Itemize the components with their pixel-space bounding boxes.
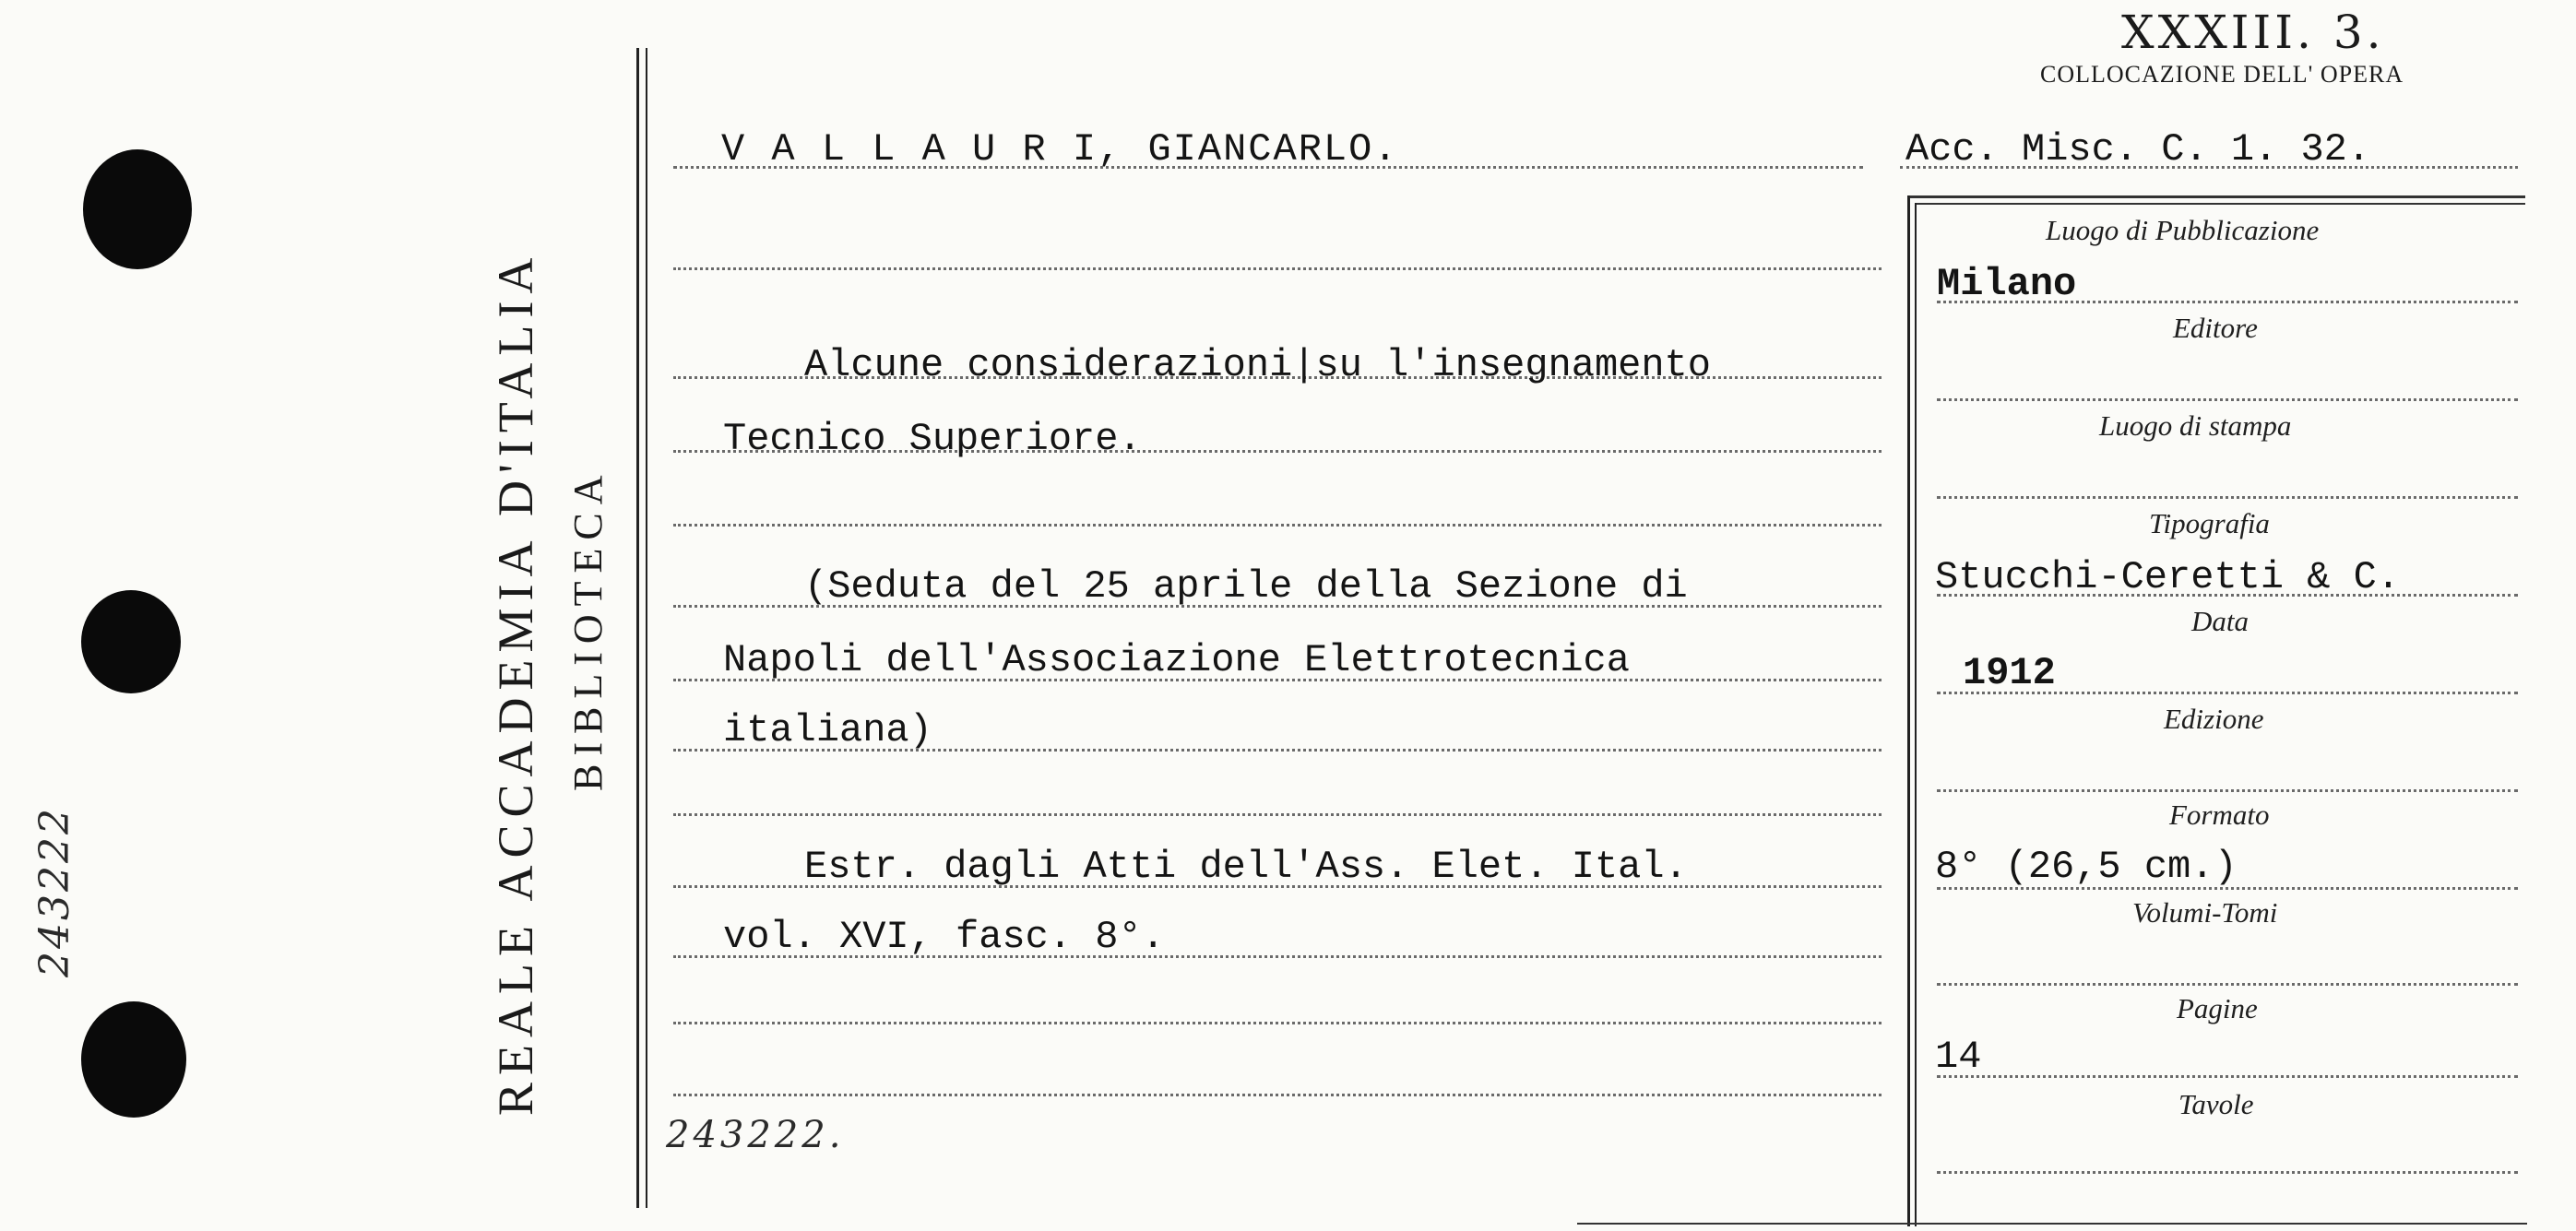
- fields-box-top-inner: [1917, 203, 2525, 205]
- dotted-line: [673, 1094, 1882, 1096]
- note-line-3: italiana): [723, 708, 932, 752]
- note-line-2: Napoli dell'Associazione Elettrotecnica: [723, 638, 1630, 682]
- fields-box-left-inner: [1915, 203, 1917, 1226]
- punch-hole-bottom: [81, 1001, 186, 1118]
- extract-line-2: vol. XVI, fasc. 8°.: [723, 915, 1165, 959]
- label-volumi-tomi: Volumi-Tomi: [2132, 896, 2278, 929]
- value-pagine: 14: [1935, 1035, 1982, 1079]
- label-formato: Formato: [2169, 799, 2270, 831]
- value-formato: 8° (26,5 cm.): [1935, 845, 2238, 889]
- dotted-line: [1937, 983, 2518, 986]
- fields-box-left: [1907, 195, 1910, 1226]
- card-bottom-rule: [1577, 1223, 2527, 1225]
- dotted-line: [1937, 496, 2518, 499]
- punch-hole-middle: [81, 590, 181, 693]
- fields-box-top: [1907, 195, 2525, 198]
- margin-inventory-number: 243222: [31, 806, 78, 977]
- institution-name: REALE ACCADEMIA D'ITALIA: [488, 250, 543, 1116]
- dotted-line: [1937, 398, 2518, 401]
- left-rule-inner: [646, 48, 647, 1208]
- title-line-1: Alcune considerazioni|su l'insegnamento: [804, 343, 1711, 387]
- dotted-line: [1900, 166, 2518, 169]
- value-tipografia: Stucchi-Ceretti & C.: [1935, 555, 2401, 599]
- label-luogo-pubblicazione: Luogo di Pubblicazione: [2046, 214, 2320, 246]
- dotted-line: [673, 166, 1863, 169]
- author-heading: V A L L A U R I, GIANCARLO.: [721, 127, 1399, 172]
- left-rule: [636, 48, 639, 1208]
- dotted-line: [673, 1022, 1882, 1024]
- dotted-line: [673, 524, 1882, 527]
- value-luogo-pubblicazione: Milano: [1937, 262, 2077, 306]
- punch-hole-top: [83, 149, 192, 269]
- collocation-handwritten: XXXIII. 3.: [2121, 6, 2385, 59]
- dotted-line: [673, 813, 1882, 816]
- institution-department: BIBLIOTECA: [565, 467, 611, 791]
- shelfmark: Acc. Misc. C. 1. 32.: [1905, 127, 2371, 172]
- label-tipografia: Tipografia: [2149, 507, 2270, 539]
- collocation-label: COLLOCAZIONE DELL' OPERA: [2040, 61, 2404, 88]
- dotted-line: [673, 267, 1882, 270]
- title-line-2: Tecnico Superiore.: [723, 417, 1142, 461]
- label-data: Data: [2191, 605, 2249, 637]
- label-tavole: Tavole: [2178, 1088, 2254, 1120]
- label-edizione: Edizione: [2164, 703, 2264, 735]
- label-pagine: Pagine: [2177, 992, 2258, 1024]
- dotted-line: [1937, 1075, 2518, 1078]
- value-data: 1912: [1963, 651, 2056, 695]
- inventory-number: 243222.: [666, 1114, 845, 1156]
- label-luogo-stampa: Luogo di stampa: [2099, 409, 2292, 442]
- note-line-1: (Seduta del 25 aprile della Sezione di: [804, 564, 1688, 609]
- dotted-line: [1937, 1171, 2518, 1174]
- dotted-line: [1937, 789, 2518, 792]
- extract-line-1: Estr. dagli Atti dell'Ass. Elet. Ital.: [804, 845, 1688, 889]
- label-editore: Editore: [2173, 312, 2258, 344]
